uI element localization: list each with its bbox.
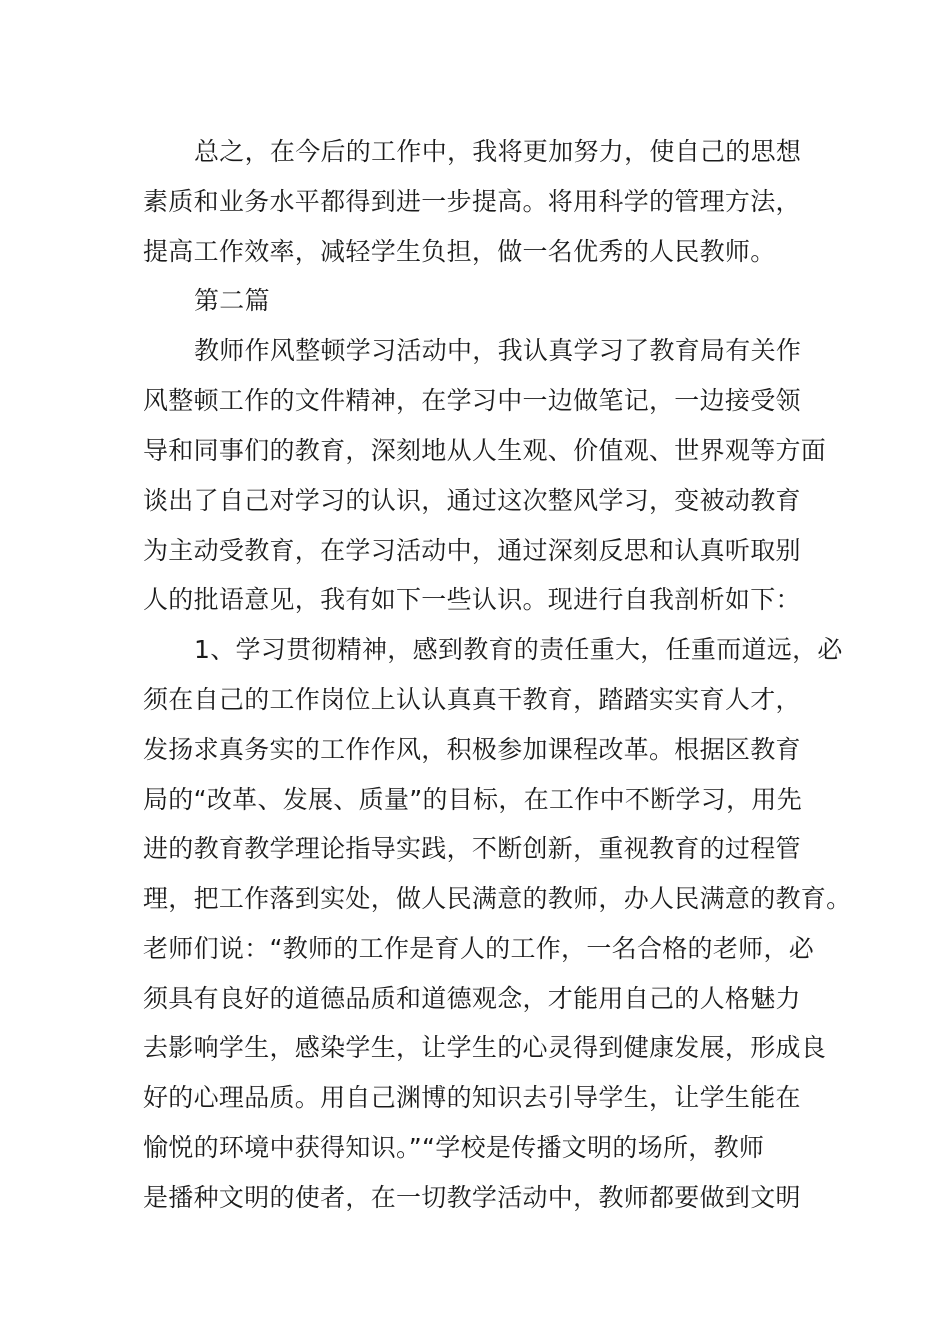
- paragraph-line: 好的心理品质。用自己渊博的知识去引导学生，让学生能在: [143, 1083, 801, 1112]
- paragraph-line: 愉悦的环境中获得知识。”“学校是传播文明的场所，教师: [143, 1133, 765, 1162]
- paragraph-line: 局的“改革、发展、质量”的目标，在工作中不断学习，用先: [143, 785, 803, 814]
- paragraph-line: 为主动受教育，在学习活动中，通过深刻反思和认真听取别: [143, 536, 801, 565]
- paragraph-line: 须在自己的工作岗位上认认真真干教育，踏踏实实育人才，: [143, 685, 801, 714]
- paragraph-line: 是播种文明的使者，在一切教学活动中，教师都要做到文明: [143, 1183, 801, 1212]
- paragraph-line: 理，把工作落到实处，做人民满意的教师，办人民满意的教育。: [143, 884, 852, 913]
- paragraph-line: 须具有良好的道德品质和道德观念，才能用自己的人格魅力: [143, 984, 801, 1013]
- paragraph-line: 谈出了自己对学习的认识，通过这次整风学习，变被动教育: [143, 486, 801, 515]
- paragraph-line: 发扬求真务实的工作作风，积极参加课程改革。根据区教育: [143, 735, 801, 764]
- paragraph-line: 去影响学生，感染学生，让学生的心灵得到健康发展，形成良: [143, 1033, 827, 1062]
- section-heading: 第二篇: [194, 286, 270, 315]
- paragraph-line: 教师作风整顿学习活动中，我认真学习了教育局有关作: [194, 336, 802, 365]
- paragraph-line: 提高工作效率，减轻学生负担，做一名优秀的人民教师。: [143, 237, 776, 266]
- paragraph-line: 老师们说：“教师的工作是育人的工作，一名合格的老师，必: [143, 934, 815, 963]
- paragraph-line: 进的教育教学理论指导实践，不断创新，重视教育的过程管: [143, 834, 801, 863]
- paragraph-line: 总之，在今后的工作中，我将更加努力，使自己的思想: [194, 137, 802, 166]
- paragraph-line: 人的批语意见，我有如下一些认识。现进行自我剖析如下：: [143, 585, 801, 614]
- paragraph-line: 风整顿工作的文件精神，在学习中一边做笔记，一边接受领: [143, 386, 801, 415]
- paragraph-line: 1、学习贯彻精神，感到教育的责任重大，任重而道远，必: [194, 635, 843, 664]
- paragraph-line: 素质和业务水平都得到进一步提高。将用科学的管理方法，: [143, 187, 801, 216]
- paragraph-line: 导和同事们的教育，深刻地从人生观、价值观、世界观等方面: [143, 436, 827, 465]
